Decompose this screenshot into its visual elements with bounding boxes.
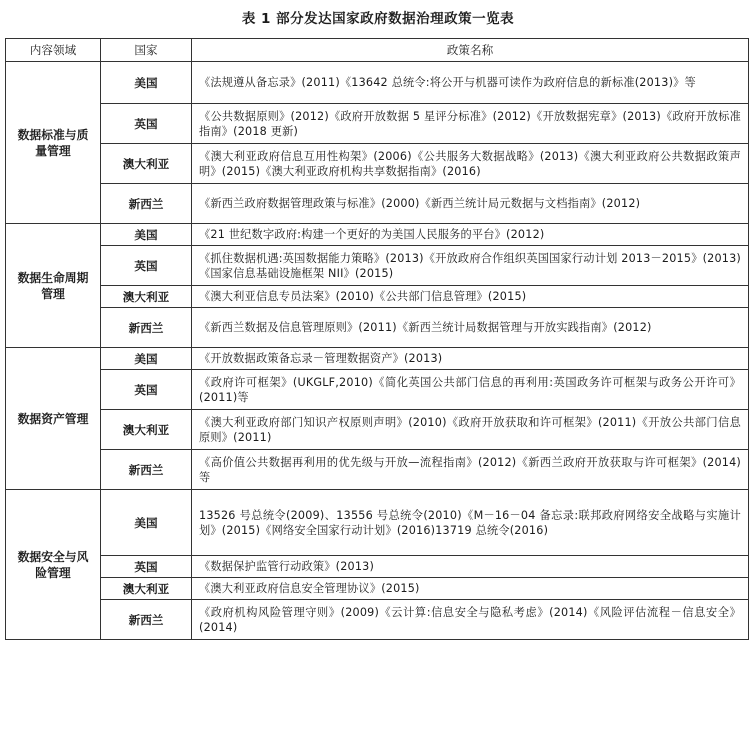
country-cell: 美国 <box>101 224 192 246</box>
policy-cell: 《法规遵从备忘录》(2011)《13642 总统令:将公开与机器可读作为政府信息的新标准(2013)》等 <box>192 62 749 104</box>
country-cell: 澳大利亚 <box>101 410 192 450</box>
country-cell: 美国 <box>101 490 192 556</box>
table-row <box>6 144 749 184</box>
table-row <box>6 286 749 308</box>
policy-cell: 《政府机构风险管理守则》(2009)《云计算:信息安全与隐私考虑》(2014)《风险评估流程－信息安全》(2014) <box>192 600 749 640</box>
policy-cell: 《澳大利亚政府信息安全管理协议》(2015) <box>192 578 749 600</box>
policy-cell: 《开放数据政策备忘录－管理数据资产》(2013) <box>192 348 749 370</box>
policy-cell: 《政府许可框架》(UKGLF,2010)《简化英国公共部门信息的再利用:英国政务许可框架与政务公开许可》(2011)等 <box>192 370 749 410</box>
domain-cell: 数据安全与风险管理 <box>6 490 101 640</box>
country-cell: 英国 <box>101 556 192 578</box>
table-row <box>6 370 749 410</box>
country-cell: 英国 <box>101 370 192 410</box>
table-row <box>6 62 749 104</box>
policy-table <box>5 38 749 640</box>
country-cell: 澳大利亚 <box>101 286 192 308</box>
table-row <box>6 600 749 640</box>
header-domain: 内容领域 <box>6 39 101 62</box>
table-row <box>6 348 749 370</box>
table-row <box>6 184 749 224</box>
policy-cell: 《高价值公共数据再利用的优先级与开放—流程指南》(2012)《新西兰政府开放获取与许可框架》(2014)等 <box>192 450 749 490</box>
policy-cell: 《澳大利亚政府信息互用性构架》(2006)《公共服务大数据战略》(2013)《澳大利亚政府公共数据政策声明》(2015)《澳大利亚政府机构共享数据指南》(2016) <box>192 144 749 184</box>
table-row <box>6 490 749 556</box>
policy-cell: 《数据保护监管行动政策》(2013) <box>192 556 749 578</box>
table-row <box>6 224 749 246</box>
policy-cell: 《公共数据原则》(2012)《政府开放数据 5 星评分标准》(2012)《开放数据宪章》(2013)《政府开放标准指南》(2018 更新) <box>192 104 749 144</box>
table-row <box>6 104 749 144</box>
table-row <box>6 410 749 450</box>
country-cell: 新西兰 <box>101 600 192 640</box>
header-policy: 政策名称 <box>192 39 749 62</box>
country-cell: 英国 <box>101 246 192 286</box>
domain-cell: 数据资产管理 <box>6 348 101 490</box>
domain-cell: 数据生命周期管理 <box>6 224 101 348</box>
country-cell: 新西兰 <box>101 184 192 224</box>
table-row <box>6 246 749 286</box>
table-row <box>6 556 749 578</box>
policy-cell: 《新西兰政府数据管理政策与标准》(2000)《新西兰统计局元数据与文档指南》(2012) <box>192 184 749 224</box>
table-caption: 表 1 部分发达国家政府数据治理政策一览表 <box>241 11 515 27</box>
country-cell: 美国 <box>101 348 192 370</box>
policy-cell: 《抓住数据机遇:英国数据能力策略》(2013)《开放政府合作组织英国国家行动计划 2013－2015》(2013)《国家信息基础设施框架 NII》(2015) <box>192 246 749 286</box>
policy-cell: 13526 号总统令(2009)、13556 号总统令(2010)《M－16－04 备忘录:联邦政府网络安全战略与实施计划》(2015)《网络安全国家行动计划》(2016)13719 总统令(2016) <box>192 490 749 556</box>
table-row <box>6 450 749 490</box>
domain-cell: 数据标准与质量管理 <box>6 62 101 224</box>
policy-cell: 《澳大利亚政府部门知识产权原则声明》(2010)《政府开放获取和许可框架》(2011)《开放公共部门信息原则》(2011) <box>192 410 749 450</box>
policy-cell: 《新西兰数据及信息管理原则》(2011)《新西兰统计局数据管理与开放实践指南》(2012) <box>192 308 749 348</box>
table-row <box>6 578 749 600</box>
policy-cell: 《21 世纪数字政府:构建一个更好的为美国人民服务的平台》(2012) <box>192 224 749 246</box>
country-cell: 澳大利亚 <box>101 578 192 600</box>
country-cell: 新西兰 <box>101 308 192 348</box>
country-cell: 英国 <box>101 104 192 144</box>
header-country: 国家 <box>101 39 192 62</box>
country-cell: 澳大利亚 <box>101 144 192 184</box>
table-header-row <box>6 39 749 62</box>
country-cell: 新西兰 <box>101 450 192 490</box>
table-row <box>6 308 749 348</box>
policy-cell: 《澳大利亚信息专员法案》(2010)《公共部门信息管理》(2015) <box>192 286 749 308</box>
country-cell: 美国 <box>101 62 192 104</box>
